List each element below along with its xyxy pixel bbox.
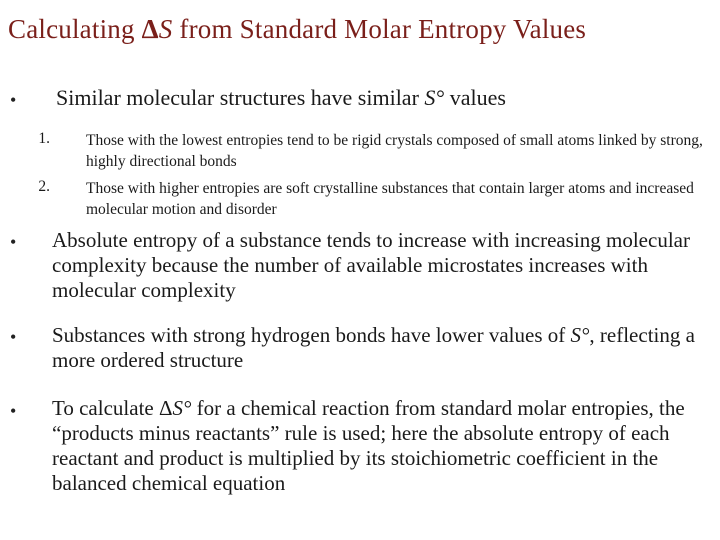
bullet-marker: • (10, 90, 17, 110)
bullet-molecular-complexity: Absolute entropy of a substance tends to increase with increasing molecular complexity because the number of available microstates increases with molecular complexity (52, 228, 690, 302)
bullet-text: Substances with strong hydrogen bonds have lower values of (52, 323, 571, 347)
title-delta-symbol: Δ (141, 14, 159, 44)
bullet-marker: • (10, 401, 17, 421)
bullet-similar-structures (56, 85, 696, 110)
s-standard-symbol: S° (172, 396, 192, 420)
slide-title (8, 14, 720, 45)
title-s-symbol: S (158, 14, 173, 44)
sub-number-2: 2. (38, 178, 50, 195)
title-text-start: Calculating (8, 14, 142, 44)
sub-number-1: 1. (38, 130, 50, 147)
bullet-text: To calculate Δ (52, 396, 173, 420)
title-text-end: from Standard Molar Entropy Values (172, 14, 587, 44)
sub-item-lowest-entropies: Those with the lowest entropies tend to be rigid crystals composed of small atoms linked by strong, highly directional bonds (86, 132, 703, 170)
bullet-text-end: for a chemical reaction from standard molar entropies, the “products minus reactants” rule is used; here the absolute entropy of each reactant and product is multiplied by its stoichiometric coefficient in the balanced chemical equation (52, 396, 685, 495)
bullet-text: Similar molecular structures have similar (56, 85, 425, 110)
sub-item-higher-entropies: Those with higher entropies are soft crystalline substances that contain larger atoms and increased molecular motion and disorder (86, 180, 694, 218)
bullet-text-end: , reflecting a more ordered structure (52, 323, 695, 372)
bullet-products-minus-reactants (52, 396, 702, 496)
s-standard-symbol: S° (424, 85, 445, 110)
bullet-marker: • (10, 327, 17, 347)
bullet-hydrogen-bonds (52, 323, 702, 373)
bullet-marker: • (10, 232, 17, 252)
s-standard-symbol: S° (570, 323, 590, 347)
bullet-text-end: values (444, 85, 506, 110)
